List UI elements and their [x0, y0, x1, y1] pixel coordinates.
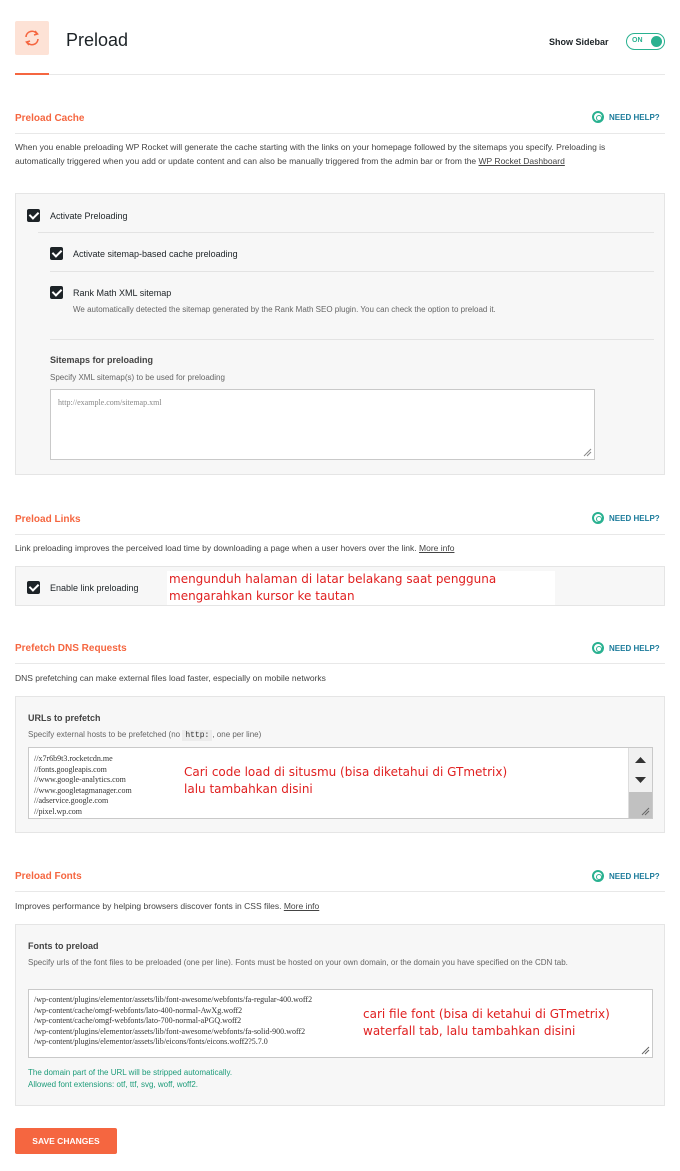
section-divider — [15, 663, 665, 664]
description-text: Improves performance by helping browsers discover fonts in CSS files. — [15, 901, 282, 911]
save-changes-button[interactable]: SAVE CHANGES — [15, 1128, 117, 1154]
help-icon — [592, 642, 604, 654]
font-line: /wp-content/plugins/elementor/assets/lib/font-awesome/webfonts/fa-solid-900.woff2 — [34, 1026, 306, 1036]
sitemap-preloading-label: Activate sitemap-based cache preloading — [73, 248, 238, 259]
header-divider — [15, 74, 665, 75]
show-sidebar-label: Show Sidebar — [549, 37, 609, 47]
section-divider — [15, 891, 665, 892]
show-sidebar-toggle[interactable] — [626, 33, 665, 50]
preload-cache-help-link[interactable] — [592, 111, 660, 123]
annotation-line: lalu tambahkan disini — [184, 782, 313, 796]
activate-preloading-label: Activate Preloading — [50, 210, 128, 221]
fonts-subtitle: Specify urls of the font files to be preloaded (one per line). Fonts must be hosted on your own domain, or the domain you have specified on the CDN tab. — [28, 958, 568, 967]
preload-fonts-panel — [15, 924, 665, 1106]
preload-fonts-help-link[interactable] — [592, 870, 660, 882]
preload-links-help-link[interactable] — [592, 512, 660, 524]
divider — [50, 271, 654, 272]
prefetch-dns-description: DNS prefetching can make external files load faster, especially on mobile networks — [15, 673, 326, 683]
help-icon — [592, 512, 604, 524]
annotation-line: cari file font (bisa di ketahui di GTmetrix) — [363, 1007, 610, 1021]
annotation-line: waterfall tab, lalu tambahkan disini — [363, 1024, 576, 1038]
refresh-icon — [22, 28, 42, 48]
rankmath-sitemap-description: We automatically detected the sitemap generated by the Rank Math SEO plugin. You can check the option to preload it. — [73, 305, 496, 314]
annotation-line: Cari code load di situsmu (bisa diketahui di GTmetrix) — [184, 765, 508, 779]
divider — [50, 339, 654, 340]
font-line: /wp-content/cache/omgf-webfonts/lato-700-normal-aPGQ.woff2 — [34, 1016, 242, 1025]
enable-link-preloading-option[interactable] — [27, 581, 139, 594]
sitemaps-subtitle: Specify XML sitemap(s) to be used for preloading — [50, 373, 225, 382]
font-line: /wp-content/cache/omgf-webfonts/lato-400-normal-AwXg.woff2 — [34, 1005, 243, 1015]
prefetch-dns-title: Prefetch DNS Requests — [15, 643, 127, 654]
enable-link-preloading-label: Enable link preloading — [50, 582, 139, 593]
preload-cache-panel — [15, 193, 665, 475]
url-line: //adservice.google.com — [34, 796, 109, 805]
fonts-list — [34, 995, 312, 1048]
annotation-line: mengunduh halaman di latar belakang saat pengguna — [169, 572, 497, 586]
preload-links-title: Preload Links — [15, 514, 81, 525]
preload-cache-description — [15, 140, 655, 168]
rankmath-sitemap-checkbox[interactable] — [50, 286, 63, 299]
urls-list — [34, 754, 132, 817]
url-line: //www.google-analytics.com — [34, 775, 126, 784]
scroll-down-icon[interactable] — [635, 776, 646, 784]
preload-logo — [15, 21, 49, 55]
url-line: //fonts.googleapis.com — [34, 764, 107, 774]
need-help-label: NEED HELP? — [609, 513, 660, 523]
section-divider — [15, 534, 665, 535]
preload-cache-title: Preload Cache — [15, 113, 85, 124]
urls-subtitle — [28, 730, 261, 740]
sitemaps-title: Sitemaps for preloading — [50, 355, 154, 365]
fonts-notes — [28, 1067, 232, 1091]
help-icon — [592, 870, 604, 882]
preload-fonts-annotation — [363, 1006, 610, 1040]
url-line: //x7r6b9t3.rocketcdn.me — [34, 754, 113, 763]
resize-handle-icon[interactable] — [641, 1046, 650, 1055]
preload-fonts-description — [15, 899, 319, 913]
preload-fonts-more-info-link[interactable]: More info — [283, 901, 320, 911]
need-help-label: NEED HELP? — [609, 871, 660, 881]
allowed-extensions-note: Allowed font extensions: otf, ttf, svg, woff, woff2. — [28, 1080, 199, 1089]
sitemaps-textarea[interactable] — [50, 389, 595, 460]
prefetch-dns-help-link[interactable] — [592, 642, 660, 654]
preload-links-panel — [15, 566, 665, 606]
preload-links-description — [15, 541, 454, 555]
urls-subtitle-text: , one per line) — [212, 730, 262, 739]
enable-link-preloading-checkbox[interactable] — [27, 581, 40, 594]
activate-preloading-option[interactable] — [27, 209, 128, 222]
help-icon — [592, 111, 604, 123]
urls-subtitle-text: Specify external hosts to be prefetched (no — [28, 730, 181, 739]
preload-links-annotation — [167, 571, 555, 605]
sitemaps-placeholder: http://example.com/sitemap.xml — [58, 398, 162, 407]
preload-fonts-title: Preload Fonts — [15, 871, 82, 882]
divider — [38, 232, 654, 233]
rankmath-sitemap-option[interactable] — [50, 286, 171, 299]
scroll-up-icon[interactable] — [635, 756, 646, 764]
url-line: //pixel.wp.com — [34, 806, 82, 816]
urls-title: URLs to prefetch — [28, 713, 101, 723]
header-accent — [15, 73, 49, 75]
domain-strip-note: The domain part of the URL will be stripped automatically. — [28, 1068, 233, 1077]
need-help-label: NEED HELP? — [609, 643, 660, 653]
urls-textarea[interactable] — [28, 747, 653, 819]
wp-rocket-dashboard-link[interactable]: WP Rocket Dashboard — [478, 156, 565, 166]
url-line: //www.googletagmanager.com — [34, 785, 132, 795]
fonts-title: Fonts to preload — [28, 941, 99, 951]
toggle-state-label: ON — [632, 37, 643, 44]
activate-preloading-checkbox[interactable] — [27, 209, 40, 222]
font-line: /wp-content/plugins/elementor/assets/lib/font-awesome/webfonts/fa-regular-400.woff2 — [34, 995, 313, 1004]
code-chip: http: — [182, 730, 212, 741]
annotation-line: mengarahkan kursor ke tautan — [169, 589, 355, 603]
sitemap-preloading-checkbox[interactable] — [50, 247, 63, 260]
section-divider — [15, 133, 665, 134]
prefetch-dns-panel — [15, 696, 665, 833]
fonts-textarea[interactable] — [28, 989, 653, 1058]
prefetch-dns-annotation — [184, 764, 507, 798]
font-line: /wp-content/plugins/elementor/assets/lib/eicons/fonts/eicons.woff2?5.7.0 — [34, 1037, 268, 1046]
page-title: Preload — [66, 30, 129, 50]
toggle-knob — [651, 36, 662, 47]
preload-links-more-info-link[interactable]: More info — [419, 543, 455, 553]
description-text: Link preloading improves the perceived load time by downloading a page when a user hovers over the link. — [15, 543, 417, 553]
rankmath-sitemap-label: Rank Math XML sitemap — [73, 287, 172, 298]
need-help-label: NEED HELP? — [609, 112, 660, 122]
resize-handle-icon[interactable] — [641, 807, 650, 816]
resize-handle-icon[interactable] — [583, 448, 592, 457]
sitemap-preloading-option[interactable] — [50, 247, 238, 260]
description-text: When you enable preloading WP Rocket will generate the cache starting with the links on your homepage followed by the sitemaps you specify. Preloading is automatically triggered when you add or update content and can also be manually triggered from the admin bar or from the — [15, 142, 606, 166]
